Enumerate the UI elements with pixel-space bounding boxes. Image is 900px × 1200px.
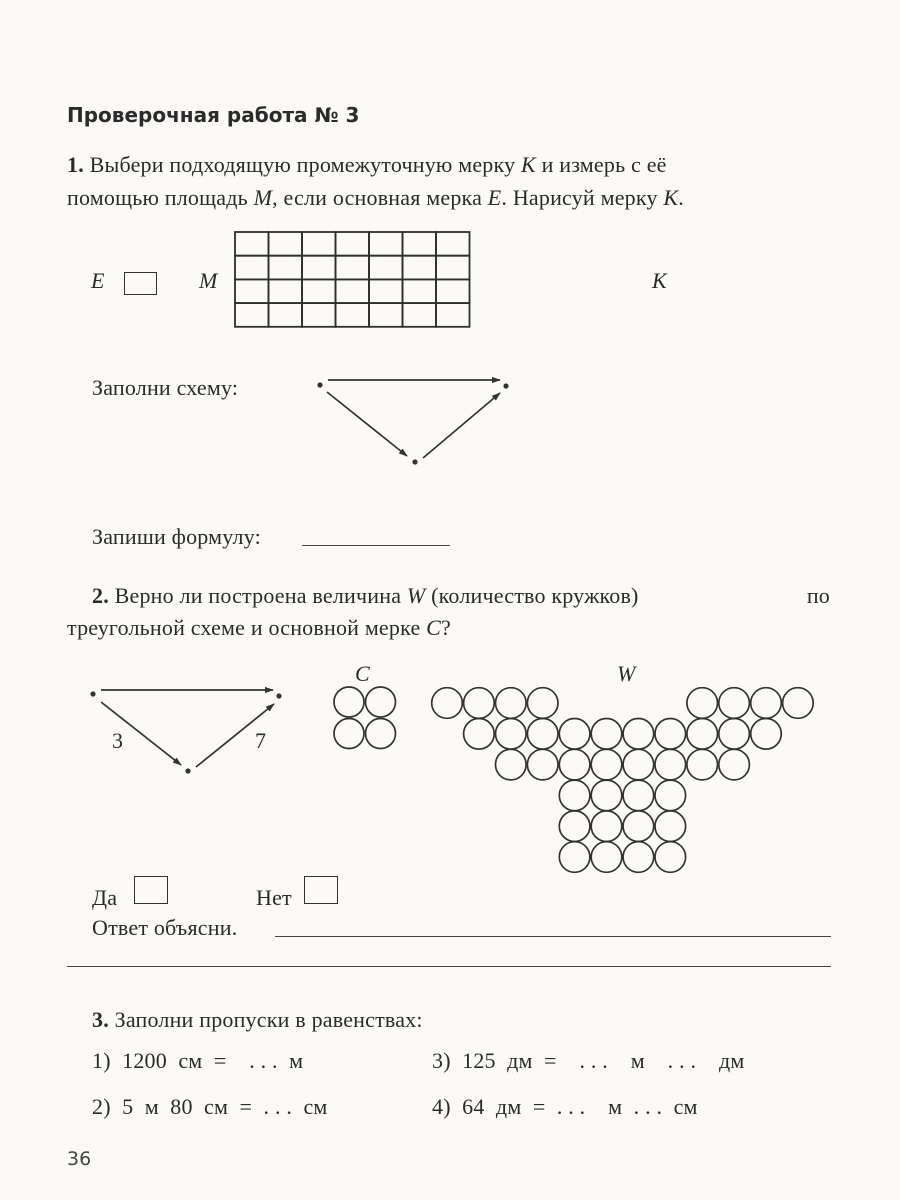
quantity-w-circle xyxy=(655,811,686,842)
quantity-w-circle xyxy=(559,811,590,842)
equation-1: 1) 1200 см = . . . м xyxy=(92,1048,304,1073)
quantity-w-circle xyxy=(496,719,527,750)
quantity-w-circle xyxy=(655,749,686,780)
quantity-w-circle xyxy=(687,749,718,780)
quantity-w-circle xyxy=(719,719,750,750)
quantity-w-circle xyxy=(623,811,654,842)
quantity-w-circle xyxy=(559,719,590,750)
task1-text-b: и измерь с её xyxy=(541,152,667,177)
quantity-w-circle xyxy=(655,719,686,750)
quantity-w-circle xyxy=(719,688,750,719)
task1-var-k: K xyxy=(521,152,536,177)
quantity-w-circle xyxy=(591,780,622,811)
quantity-w-circle xyxy=(591,842,622,873)
explain-answer-line-2[interactable] xyxy=(67,966,831,967)
quantity-w-circle xyxy=(464,719,495,750)
quantity-w-circle xyxy=(591,749,622,780)
label-w: W xyxy=(617,661,636,686)
fill-scheme-label: Заполни схему: xyxy=(92,375,239,400)
explain-label: Ответ объясни. xyxy=(92,915,238,940)
quantity-w-circles xyxy=(430,686,820,876)
task3-number: 3. xyxy=(92,1007,109,1032)
quantity-w-circle xyxy=(655,842,686,873)
equation-3: 3) 125 дм = . . . м . . . дм xyxy=(432,1048,745,1073)
scheme2-right-value: 7 xyxy=(255,728,267,753)
measure-c-circle xyxy=(334,687,364,717)
quantity-w-circle xyxy=(687,719,718,750)
task1-text-e: . Нарисуй мерку xyxy=(501,185,658,210)
task2-line1 xyxy=(92,583,830,609)
label-m: M xyxy=(199,268,218,293)
task1-text-d: , если основная мерка xyxy=(272,185,483,210)
no-label: Нет xyxy=(256,885,292,910)
quantity-w-circle xyxy=(591,719,622,750)
measure-c-circle xyxy=(366,719,396,749)
task2-var-c: C xyxy=(426,615,441,640)
task1-var-k2: K xyxy=(663,185,679,210)
page-number: 36 xyxy=(67,1148,92,1170)
measure-c-circle xyxy=(366,687,396,717)
quantity-w-circle xyxy=(432,688,463,719)
quantity-w-circle xyxy=(751,719,782,750)
formula-answer-line[interactable] xyxy=(302,545,450,546)
task2-number: 2. xyxy=(92,583,109,608)
task2-var-w: W xyxy=(406,583,426,608)
write-formula-label: Запиши формулу: xyxy=(92,524,261,549)
task2-text-e: ? xyxy=(441,615,451,640)
scheme2-node-start xyxy=(90,691,95,696)
task2-line2 xyxy=(67,615,451,641)
quantity-w-circle xyxy=(559,842,590,873)
page-title: Проверочная работа № 3 xyxy=(67,103,360,127)
quantity-w-circle xyxy=(719,749,750,780)
task1-text-c: помощью площадь xyxy=(67,185,248,210)
task2-text-b: (количество кружков) xyxy=(431,583,639,608)
task3-instruction: Заполни пропуски в равенствах: xyxy=(114,1007,423,1032)
label-k: K xyxy=(652,268,667,293)
scheme2-left-value: 3 xyxy=(112,728,124,753)
quantity-w-circle xyxy=(527,688,558,719)
quantity-w-circle xyxy=(559,780,590,811)
equation-4: 4) 64 дм = . . . м . . . см xyxy=(432,1094,698,1119)
quantity-w-circle xyxy=(751,688,782,719)
quantity-w-circle xyxy=(623,780,654,811)
scheme2-node-end xyxy=(276,693,281,698)
label-c: C xyxy=(355,661,370,686)
quantity-w-circle xyxy=(783,688,814,719)
scheme1-node-end xyxy=(503,383,508,388)
quantity-w-circle xyxy=(687,688,718,719)
no-checkbox[interactable] xyxy=(304,876,338,904)
task1-number: 1. xyxy=(67,152,84,177)
task2-text-c: по xyxy=(806,583,830,608)
quantity-w-circle xyxy=(623,842,654,873)
quantity-w-circle xyxy=(655,780,686,811)
quantity-w-circle xyxy=(559,749,590,780)
quantity-w-circle xyxy=(464,688,495,719)
scheme1-node-start xyxy=(317,382,322,387)
label-e: E xyxy=(91,268,105,293)
quantity-w-circle xyxy=(623,719,654,750)
quantity-w-circle xyxy=(496,688,527,719)
measure-c-circle xyxy=(334,719,364,749)
scheme1-arrow-left xyxy=(327,392,407,456)
task3-heading xyxy=(92,1007,423,1033)
task2-text-d: треугольной схеме и основной мерке xyxy=(67,615,421,640)
quantity-w-circle xyxy=(623,749,654,780)
quantity-w-circle xyxy=(527,749,558,780)
equation-2: 2) 5 м 80 см = . . . см xyxy=(92,1094,328,1119)
task1-var-e: E xyxy=(487,185,502,210)
task2-text-a: Верно ли построена величина xyxy=(114,583,402,608)
yes-checkbox[interactable] xyxy=(134,876,168,904)
quantity-w-circle xyxy=(527,719,558,750)
task1-var-m: M xyxy=(253,185,273,210)
scheme2-node-middle xyxy=(185,768,190,773)
yes-label: Да xyxy=(92,885,118,910)
explain-answer-line-1[interactable] xyxy=(275,936,831,937)
quantity-w-circle xyxy=(591,811,622,842)
scheme1-arrow-right xyxy=(423,393,500,458)
measure-c-circles xyxy=(330,685,400,749)
quantity-w-circle xyxy=(496,749,527,780)
task1-text-f: . xyxy=(678,185,684,210)
scheme1-node-middle xyxy=(412,459,417,464)
task1-text-a: Выбери подходящую промежуточную мерку xyxy=(89,152,516,177)
